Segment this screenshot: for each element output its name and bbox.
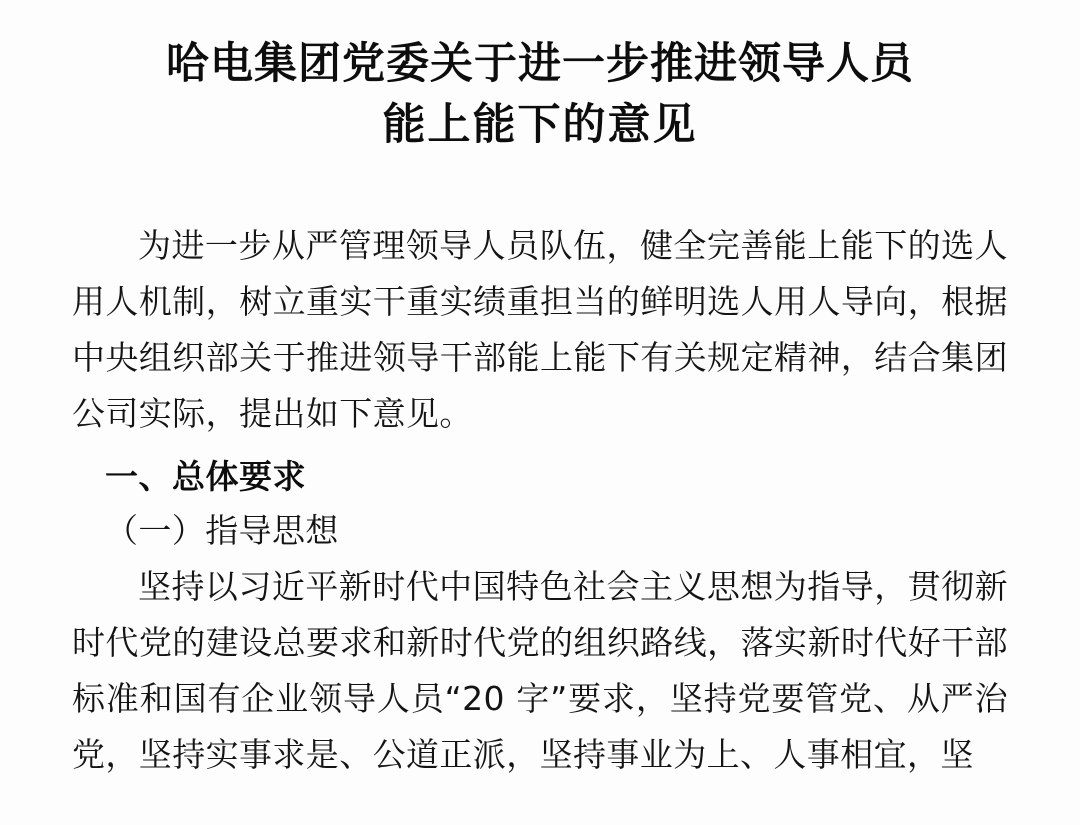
section-heading-1: 一、总体要求 [105, 457, 306, 497]
paragraph-spacer [72, 442, 1008, 450]
page-title-line-1: 哈电集团党委关于进一步推进领导人员 [166, 39, 914, 89]
title-spacer [72, 156, 1008, 218]
subsection-heading-1-1: （一）指导思想 [105, 510, 339, 550]
preamble-paragraph: 为进一步从严管理领导人员队伍，健全完善能上能下的选人用人机制，树立重实干重实绩重担当的鲜明选人用人导向，根据中央组织部关于推进领导干部能上能下有关规定精神，结合集团公司实际，提出如下意见。 [72, 226, 1008, 434]
document-body [72, 0, 1008, 783]
subsection-1-1-paragraph: 坚持以习近平新时代中国特色社会主义思想为指导，贯彻新时代党的建设总要求和新时代党的组织路线，落实新时代好干部标准和国有企业领导人员“20 字”要求，坚持党要管党、从严治党，坚持实事求是、公道正派，坚持事业为上、人事相宜，坚 [72, 566, 1008, 774]
page-title-line-2: 能上能下的意见 [382, 100, 698, 151]
page-title [72, 0, 1008, 156]
